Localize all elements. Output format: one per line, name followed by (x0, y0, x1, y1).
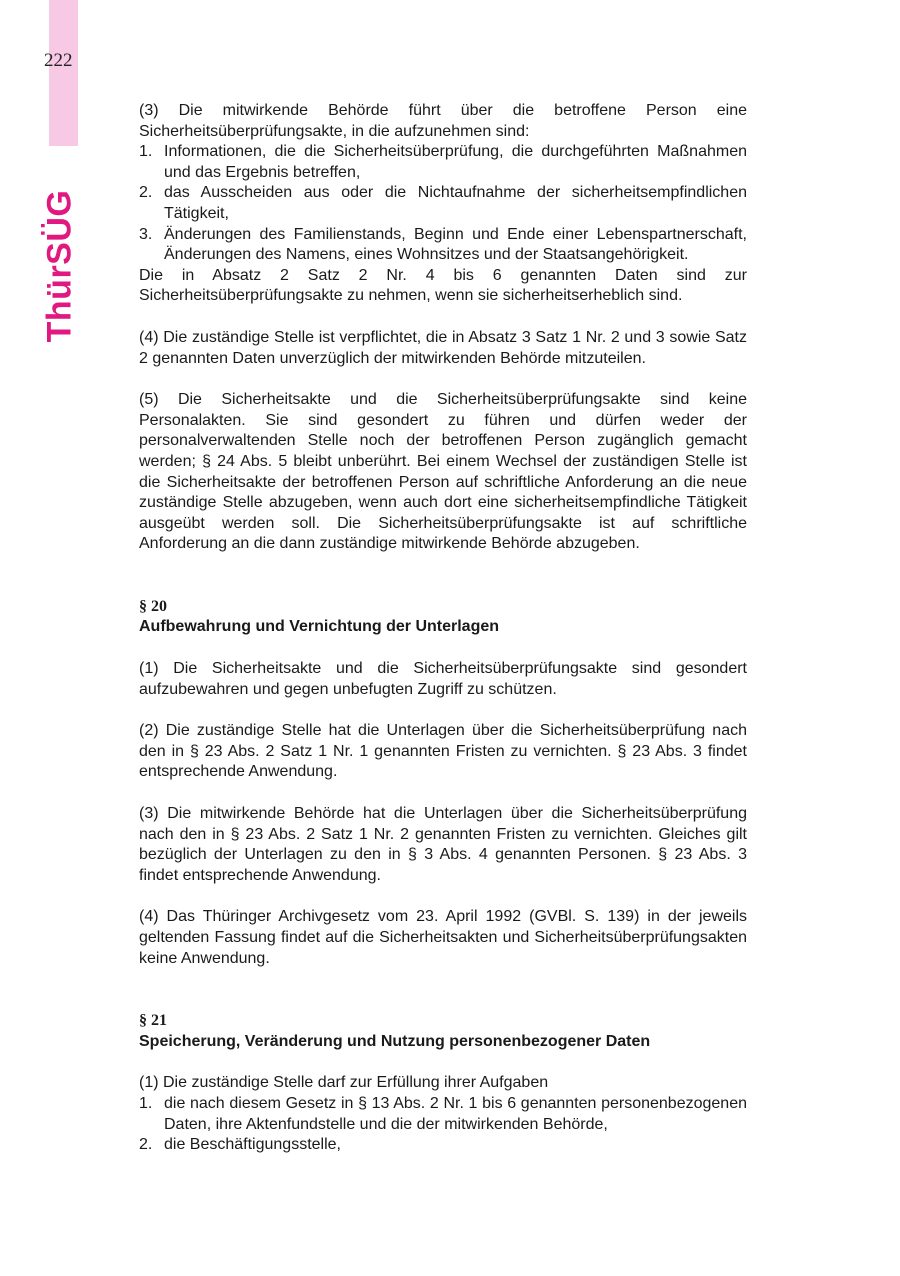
s19-paragraph-3-outro: Die in Absatz 2 Satz 2 Nr. 4 bis 6 genannten Daten sind zur Sicherheitsüberprüfungsakte zu nehmen, wenn sie sicherheitserheblich sind. (139, 266, 747, 305)
section-21-number: § 21 (139, 1012, 167, 1030)
s20-paragraph-2: (2) Die zuständige Stelle hat die Unterlagen über die Sicherheitsüberprüfung nach den in § 23 Abs. 2 Satz 1 Nr. 1 genannten Fristen zu vernichten. § 23 Abs. 3 findet entsprechende Anwendung. (139, 722, 747, 781)
list-item-number: 2. (139, 1136, 153, 1154)
s20-paragraph-3: (3) Die mitwirkende Behörde hat die Unterlagen über die Sicherheitsüberprüfung nach den in § 23 Abs. 2 Satz 1 Nr. 2 genannten Fristen zu vernichten. Gleiches gilt bezüglich der Unterlagen zu den in § 3 Abs. 4 genannten Personen. § 23 Abs. 3 findet entsprechende Anwendung. (139, 805, 747, 884)
section-20 (139, 597, 747, 969)
section-21 (139, 1011, 747, 1156)
side-color-band (49, 0, 78, 146)
list-item (139, 142, 747, 183)
list-item-text: die Beschäftigungsstelle, (164, 1136, 341, 1154)
list-item-text: die nach diesem Gesetz in § 13 Abs. 2 Nr. 1 bis 6 genannten personenbezogenen Daten, ihre Aktenfundstelle und die der mitwirkenden Behörde, (164, 1094, 747, 1133)
list-item-text: das Ausscheiden aus oder die Nichtaufnahme der sicherheitsempfindlichen Tätigkeit, (164, 184, 747, 222)
side-law-label (40, 188, 80, 343)
list-item-number: 2. (139, 184, 153, 202)
list-item-text: Informationen, die die Sicherheitsüberprüfung, die durchgeführten Maßnahmen und das Ergebnis betreffen, (164, 143, 747, 181)
section-20-number: § 20 (139, 597, 167, 615)
section-21-title: Speicherung, Veränderung und Nutzung personenbezogener Daten (139, 1032, 651, 1050)
list-item-number: 1. (139, 1094, 153, 1112)
side-law-label-text: ThürSÜG (40, 189, 79, 342)
page-number: 222 (44, 50, 73, 71)
s19-paragraph-3-list (139, 142, 747, 266)
section-20-title: Aufbewahrung und Vernichtung der Unterlagen (139, 618, 500, 636)
list-item-number: 1. (139, 143, 153, 161)
s20-paragraph-4: (4) Das Thüringer Archivgesetz vom 23. April 1992 (GVBl. S. 139) in der jeweils geltenden Fassung findet auf die Sicherheitsakten und Sicherheitsüberprüfungsakten keine Anwendung. (139, 908, 747, 967)
s19-paragraph-4: (4) Die zuständige Stelle ist verpflichtet, die in Absatz 3 Satz 1 Nr. 2 und 3 sowie Satz 2 genannten Daten unverzüglich der mitwirkenden Behörde mitzuteilen. (139, 328, 747, 367)
s19-paragraph-5: (5) Die Sicherheitsakte und die Sicherheitsüberprüfungsakte sind keine Personalakten. Sie sind gesondert zu führen und dürfen weder der personalverwaltenden Stelle noch der betroffenen Person zugänglich gemacht werden; § 24 Abs. 5 bleibt unberührt. Bei einem Wechsel der zuständigen Stelle ist die Sicherheitsakte der betroffenen Person auf schriftliche Anforderung an die neue zuständige Stelle abzugeben, wenn auch dort eine sicherheitsempfindliche Tätigkeit ausgeübt werden soll. Die Sicherheitsüberprüfungsakte ist auf schriftliche Anforderung an die dann zuständige mitwirkende Behörde abzugeben. (139, 391, 747, 553)
list-item (139, 1094, 747, 1135)
s20-paragraph-1: (1) Die Sicherheitsakte und die Sicherheitsüberprüfungsakte sind gesondert aufzubewahren und gegen unbefugten Zugriff zu schützen. (139, 660, 747, 698)
s21-paragraph-1-list (139, 1094, 747, 1156)
list-item (139, 183, 747, 224)
page-content (139, 101, 747, 1156)
list-item (139, 225, 747, 266)
s21-paragraph-1-intro: (1) Die zuständige Stelle darf zur Erfüllung ihrer Aufgaben (139, 1074, 549, 1092)
section-19-continued (139, 101, 747, 555)
list-item-text: Änderungen des Familienstands, Beginn und Ende einer Lebenspartnerschaft, Änderungen des Namens, eines Wohnsitzes und der Staatsangehörigkeit. (164, 225, 747, 264)
list-item (139, 1135, 747, 1156)
s19-paragraph-3-intro: (3) Die mitwirkende Behörde führt über die betroffene Person eine Sicherheitsüberprüfungsakte, in die aufzunehmen sind: (139, 102, 747, 140)
list-item-number: 3. (139, 225, 153, 243)
